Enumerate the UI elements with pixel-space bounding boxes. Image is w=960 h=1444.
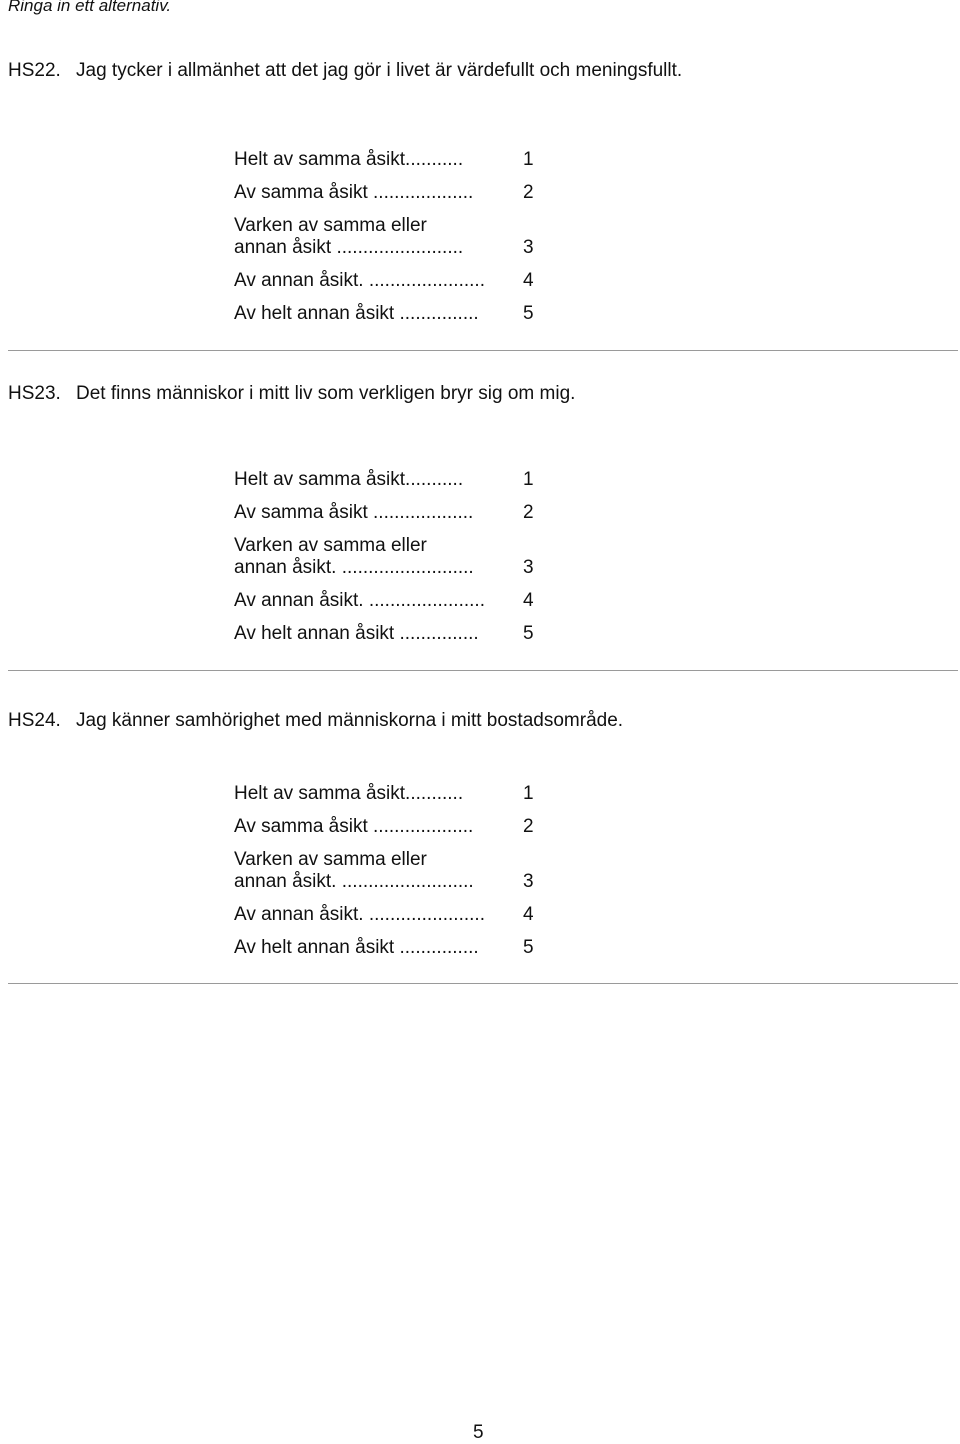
answer-code[interactable]: 2 bbox=[523, 502, 534, 523]
answer-label: Av samma åsikt ................... bbox=[234, 816, 474, 837]
answer-label: Varken av samma eller annan åsikt. ......................... bbox=[234, 849, 474, 892]
answer-code[interactable]: 2 bbox=[523, 816, 534, 837]
answer-label: Av annan åsikt. ...................... bbox=[234, 904, 485, 925]
question-header bbox=[8, 710, 623, 732]
answer-label: Av samma åsikt ................... bbox=[234, 502, 474, 523]
answer-label: Av annan åsikt. ...................... bbox=[234, 590, 485, 611]
answer-code[interactable]: 3 bbox=[523, 871, 534, 892]
instruction-text: Ringa in ett alternativ. bbox=[8, 0, 172, 15]
answer-code[interactable]: 5 bbox=[523, 623, 534, 644]
answer-code[interactable]: 1 bbox=[523, 783, 534, 804]
answer-code[interactable]: 4 bbox=[523, 904, 534, 925]
question-id: HS24. bbox=[8, 710, 61, 731]
section-divider bbox=[8, 670, 958, 671]
answer-code[interactable]: 3 bbox=[523, 237, 534, 258]
answer-code[interactable]: 2 bbox=[523, 182, 534, 203]
answer-code[interactable]: 4 bbox=[523, 270, 534, 291]
answer-code[interactable]: 3 bbox=[523, 557, 534, 578]
answer-label: Av annan åsikt. ...................... bbox=[234, 270, 485, 291]
answer-code[interactable]: 4 bbox=[523, 590, 534, 611]
answer-label: Av helt annan åsikt ............... bbox=[234, 623, 479, 644]
answer-code[interactable]: 1 bbox=[523, 149, 534, 170]
section-divider bbox=[8, 983, 958, 984]
answer-label: Helt av samma åsikt........... bbox=[234, 469, 464, 490]
answer-label: Av helt annan åsikt ............... bbox=[234, 937, 479, 958]
question-text: Jag tycker i allmänhet att det jag gör i livet är värdefullt och meningsfullt. bbox=[76, 60, 683, 81]
answer-label: Av samma åsikt ................... bbox=[234, 182, 474, 203]
question-text: Jag känner samhörighet med människorna i mitt bostadsområde. bbox=[76, 710, 624, 731]
question-id: HS23. bbox=[8, 383, 61, 404]
question-header bbox=[8, 383, 575, 405]
answer-label: Av helt annan åsikt ............... bbox=[234, 303, 479, 324]
answer-code[interactable]: 5 bbox=[523, 303, 534, 324]
question-id: HS22. bbox=[8, 60, 61, 81]
page-number: 5 bbox=[473, 1422, 484, 1443]
question-header bbox=[8, 60, 682, 82]
answer-code[interactable]: 5 bbox=[523, 937, 534, 958]
answer-label: Varken av samma eller annan åsikt. ......................... bbox=[234, 535, 474, 578]
answer-label: Helt av samma åsikt........... bbox=[234, 783, 464, 804]
section-divider bbox=[8, 350, 958, 351]
answer-label: Helt av samma åsikt........... bbox=[234, 149, 464, 170]
answer-label: Varken av samma eller annan åsikt ........................ bbox=[234, 215, 464, 258]
question-text: Det finns människor i mitt liv som verkligen bryr sig om mig. bbox=[76, 383, 576, 404]
answer-code[interactable]: 1 bbox=[523, 469, 534, 490]
